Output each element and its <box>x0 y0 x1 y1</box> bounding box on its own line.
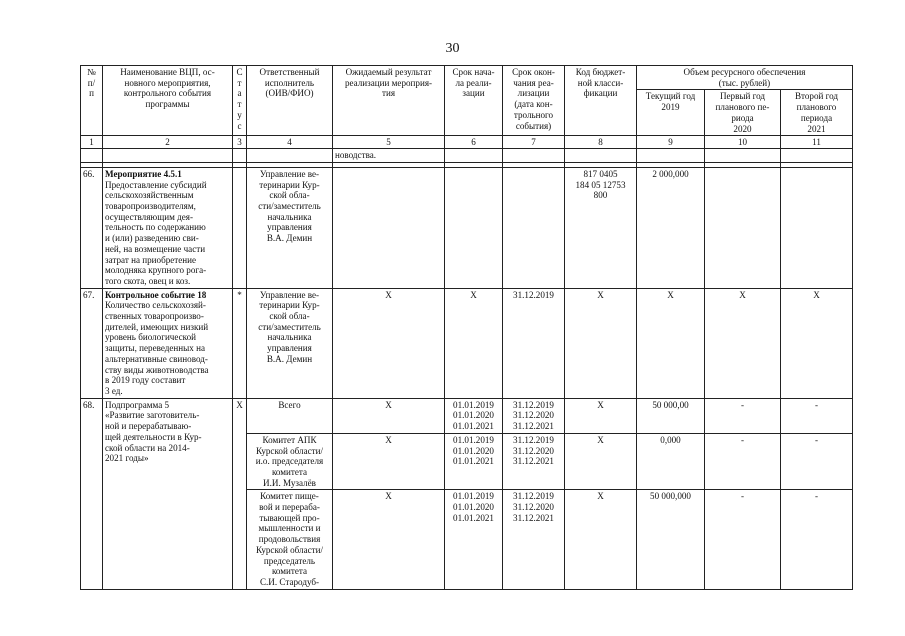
row-result: Х <box>333 433 445 490</box>
continuation-text: новодства. <box>333 149 445 163</box>
row-amount-2019: 0,000 <box>637 433 705 490</box>
header-current-year: Текущий год 2019 <box>637 90 705 136</box>
header-executor: Ответственный исполнитель (ОИВ/ФИО) <box>247 66 333 136</box>
row-start: 01.01.2019 01.01.2020 01.01.2021 <box>445 433 503 490</box>
header-num: № п/ п <box>81 66 103 136</box>
col-number: 1 <box>81 136 103 149</box>
row-executor: Комитет пище- вой и перераба- тывающей про- мышленности и продовольствия Курской области/ председатель комитета С.И. Стародуб- <box>247 490 333 589</box>
row-result: Х <box>333 490 445 589</box>
row-amount-2020: - <box>705 398 781 433</box>
row-title: Контрольное событие 18 Количество сельскохозяй- ственных товаропроизво- дителей, имеющих низкий уровень биологической защиты, переведенных на альтернативные свиновод- ству виды животноводства в 2019 году составит 3 ед. <box>103 288 233 398</box>
header-name: Наименование ВЦП, ос- новного мероприятия, контрольного события программы <box>103 66 233 136</box>
row-amount-2021: Х <box>781 288 853 398</box>
row-result <box>333 167 445 288</box>
row-budget-code: 817 0405 184 05 12753 800 <box>565 167 637 288</box>
row-status <box>233 167 247 288</box>
row-budget-code: Х <box>565 288 637 398</box>
col-number: 6 <box>445 136 503 149</box>
row-title: Мероприятие 4.5.1 Предоставление субсидий сельскохозяйственным товаропроизводителям, осуществляющим дея- тельность по содержанию и (или) разведению сви- ней, на возмещение части затрат на приобретение молодняка крупного рога- того скота, овец и коз. <box>103 167 233 288</box>
col-number: 9 <box>637 136 705 149</box>
col-number: 7 <box>503 136 565 149</box>
row-executor: Управление ве- теринарии Кур- ской обла- сти/заместитель начальника управления В.А. Демин <box>247 288 333 398</box>
header-row <box>81 66 853 90</box>
row-amount-2021 <box>781 167 853 288</box>
program-table <box>80 65 853 590</box>
row-end: 31.12.2019 31.12.2020 31.12.2021 <box>503 490 565 589</box>
row-amount-2019: 2 000,000 <box>637 167 705 288</box>
row-budget-code: Х <box>565 490 637 589</box>
page-number: 30 <box>445 41 460 56</box>
row-amount-2021: - <box>781 490 853 589</box>
row-status: Х <box>233 398 247 589</box>
row-budget-code: Х <box>565 433 637 490</box>
row-budget-code: Х <box>565 398 637 433</box>
continuation-row <box>81 149 853 163</box>
col-number: 5 <box>333 136 445 149</box>
col-number: 2 <box>103 136 233 149</box>
col-number: 11 <box>781 136 853 149</box>
header-start: Срок нача- ла реали- зации <box>445 66 503 136</box>
header-second-plan-year: Второй год планового периода 2021 <box>781 90 853 136</box>
row-number: 66. <box>81 167 103 288</box>
col-number: 8 <box>565 136 637 149</box>
col-number: 10 <box>705 136 781 149</box>
row-amount-2020: - <box>705 490 781 589</box>
row-amount-2020: - <box>705 433 781 490</box>
row-end <box>503 167 565 288</box>
row-title: Подпрограмма 5 «Развитие заготовитель- ной и перерабатываю- щей деятельности в Кур- ской области на 2014- 2021 годы» <box>103 398 233 589</box>
header-end: Срок окон- чания реа- лизации (дата кон- трольного события) <box>503 66 565 136</box>
row-amount-2021: - <box>781 433 853 490</box>
row-amount-2021: - <box>781 398 853 433</box>
row-amount-2020: Х <box>705 288 781 398</box>
row-executor: Всего <box>247 398 333 433</box>
row-amount-2019: 50 000,000 <box>637 490 705 589</box>
row-start: 01.01.2019 01.01.2020 01.01.2021 <box>445 398 503 433</box>
col-number: 4 <box>247 136 333 149</box>
table-row <box>81 288 853 398</box>
row-executor: Комитет АПК Курской области/ и.о. председателя комитета И.И. Музалёв <box>247 433 333 490</box>
header-result: Ожидаемый результат реализации мероприя- тия <box>333 66 445 136</box>
table-row <box>81 167 853 288</box>
row-executor: Управление ве- теринарии Кур- ской обла- сти/заместитель начальника управления В.А. Демин <box>247 167 333 288</box>
row-status: * <box>233 288 247 398</box>
row-amount-2019: 50 000,00 <box>637 398 705 433</box>
row-end: 31.12.2019 31.12.2020 31.12.2021 <box>503 433 565 490</box>
row-number: 67. <box>81 288 103 398</box>
row-end: 31.12.2019 <box>503 288 565 398</box>
row-start: 01.01.2019 01.01.2020 01.01.2021 <box>445 490 503 589</box>
row-amount-2020 <box>705 167 781 288</box>
row-result: Х <box>333 288 445 398</box>
row-number: 68. <box>81 398 103 589</box>
header-status: С т а т у с <box>233 66 247 136</box>
column-number-row <box>81 136 853 149</box>
header-budget-code: Код бюджет- ной класси- фикации <box>565 66 637 136</box>
row-start: Х <box>445 288 503 398</box>
row-result: Х <box>333 398 445 433</box>
row-start <box>445 167 503 288</box>
col-number: 3 <box>233 136 247 149</box>
row-end: 31.12.2019 31.12.2020 31.12.2021 <box>503 398 565 433</box>
row-amount-2019: Х <box>637 288 705 398</box>
header-resources: Объем ресурсного обеспечения (тыс. рублей) <box>637 66 853 90</box>
table-row <box>81 398 853 433</box>
header-first-plan-year: Первый год планового пе- риода 2020 <box>705 90 781 136</box>
